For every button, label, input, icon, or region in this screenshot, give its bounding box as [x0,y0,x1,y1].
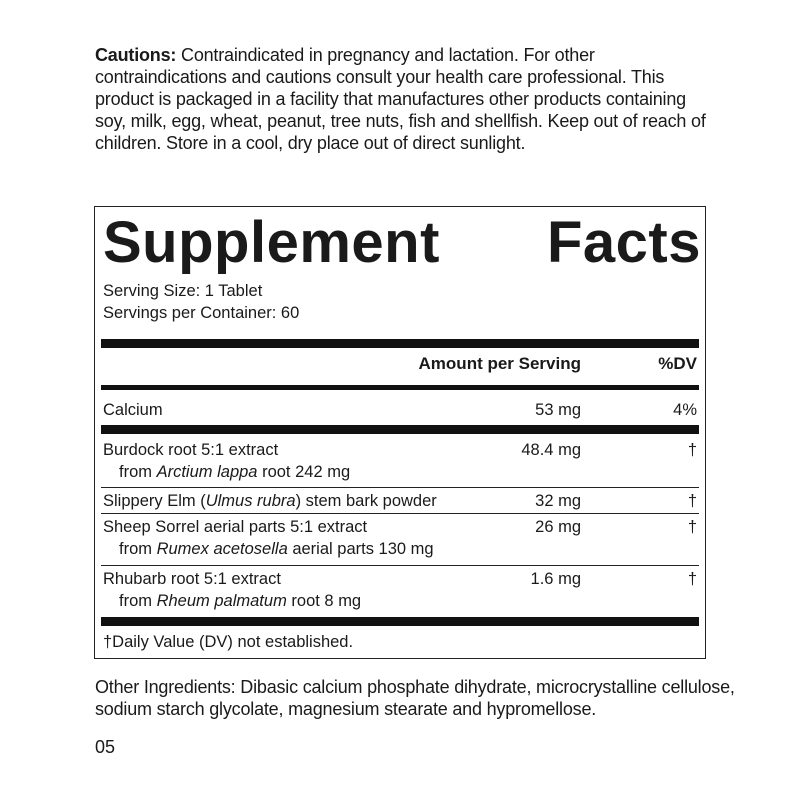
thin-divider [101,513,699,514]
ingredient-amount: 1.6 mg [530,570,581,588]
ingredient-source: from Arctium lappa root 242 mg [119,463,351,481]
ingredient-name: Calcium [103,401,163,419]
ingredient-amount: 32 mg [535,492,581,510]
ingredient-name: Slippery Elm (Ulmus rubra) stem bark powder [103,492,437,510]
ingredient-amount: 53 mg [535,401,581,419]
ingredient-dv: † [687,570,697,588]
header-amount: Amount per Serving [418,354,581,373]
servings-per-container: Servings per Container: 60 [103,304,300,322]
ingredient-source: from Rumex acetosella aerial parts 130 mg [119,540,434,558]
ingredient-name: Rhubarb root 5:1 extract [103,570,281,588]
cautions-paragraph [95,44,715,154]
facts-title [103,209,701,277]
ingredient-amount: 48.4 mg [521,441,581,459]
header-dv: %DV [658,354,697,373]
dv-footnote: †Daily Value (DV) not established. [103,633,354,651]
cautions-text: Contraindicated in pregnancy and lactation. For other contraindications and cautions consult your health care professional. This product is packaged in a facility that manufactures other products containing soy, milk, egg, wheat, peanut, tree nuts, fish and shellfish. Keep out of reach of children. Store in a cool, dry place out of direct sunlight. [95,45,706,153]
ingredient-amount: 26 mg [535,518,581,536]
label-code: 05 [95,737,116,757]
ingredient-dv: † [687,518,697,536]
cautions-label: Cautions: [95,45,177,65]
facts-title-word1: Supplement [103,210,440,275]
ingredient-source: from Rheum palmatum root 8 mg [119,592,362,610]
supplement-facts-panel [94,206,706,659]
thin-divider [101,487,699,488]
ingredient-name: Sheep Sorrel aerial parts 5:1 extract [103,518,368,536]
ingredient-dv: † [687,492,697,510]
ingredient-dv: † [687,441,697,459]
facts-title-word2: Facts [546,210,701,275]
thick-divider [101,617,699,626]
other-ingredients: Other Ingredients: Dibasic calcium phosphate dihydrate, microcrystalline cellulose, sodium starch glycolate, magnesium stearate and hypromellose. [95,677,735,719]
ingredient-name: Burdock root 5:1 extract [103,441,279,459]
thick-divider [101,339,699,348]
thick-divider [101,425,699,434]
serving-size: Serving Size: 1 Tablet [103,282,263,300]
medium-divider [101,385,699,390]
thin-divider [101,565,699,566]
ingredient-dv: 4% [673,401,697,419]
